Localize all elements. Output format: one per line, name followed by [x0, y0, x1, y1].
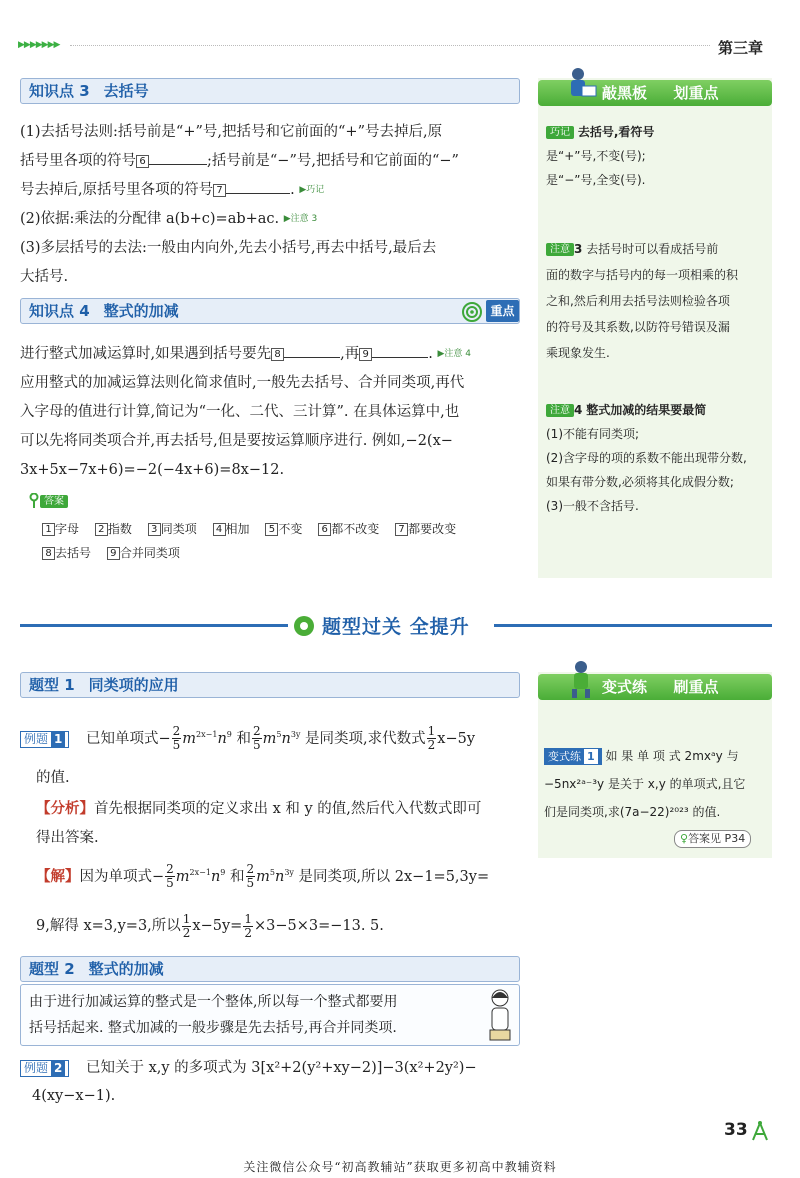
answers-row-1: [42, 520, 468, 537]
fraction-den: 2: [182, 925, 191, 940]
note-3-line-3: 之和,然后利用去括号法则检验各项: [546, 294, 730, 308]
fraction-den: 2: [427, 738, 436, 753]
variant-line-1: [544, 742, 766, 770]
blank-number-6: 6: [136, 155, 149, 168]
blank-number-8: 8: [271, 348, 284, 361]
note-3-line-5: 乘现象发生.: [546, 346, 610, 360]
answers-row-2: [42, 544, 192, 561]
header-divider: [70, 45, 710, 46]
link-note-4[interactable]: ▶注意 4: [437, 349, 471, 359]
solution-tag: 【解】: [36, 867, 80, 885]
note-4-number: 4: [574, 403, 583, 417]
link-qiaoji[interactable]: ▶巧记: [299, 185, 325, 195]
blank-7: [226, 193, 290, 194]
k3-line-6: 大括号.: [20, 269, 69, 285]
variant-text-1: 如 果 单 项 式 2mxᵃy 与: [605, 749, 739, 763]
answer-5: [265, 522, 302, 536]
k4-line-3: 入字母的值进行计算,简记为“一化、二代、三计算”. 在具体运算中,也: [20, 404, 460, 420]
solution-line-1: [36, 858, 526, 892]
note-3-line-4: 的符号及其系数,以防符号错误及漏: [546, 320, 730, 334]
k4-line-4: 可以先将同类项合并,再去括号,但是要按运算顺序进行. 例如,−2(x−: [20, 433, 453, 449]
type-2-tip: [20, 984, 520, 1046]
example-2: [20, 1054, 530, 1083]
var-n: n: [281, 730, 291, 747]
fraction: [427, 725, 437, 752]
example-tag-number: 1: [51, 732, 65, 747]
note-4-tag: 注意: [546, 404, 574, 417]
answer-num: 1: [42, 523, 55, 536]
exp: 2x−1: [196, 730, 218, 739]
fraction: [165, 863, 175, 890]
answer-num: 9: [107, 547, 120, 560]
analysis: [36, 794, 520, 853]
fraction-den: 5: [166, 876, 174, 891]
variant-tag-number: 1: [584, 749, 598, 764]
thinking-figure-icon: [482, 986, 518, 1044]
note-4-line-4: (3)一般不含括号.: [546, 499, 639, 513]
link-note-3[interactable]: ▶注意 3: [283, 214, 318, 224]
k3-line-3: [20, 176, 530, 205]
exp: 2x−1: [189, 868, 211, 877]
fraction-den: 5: [252, 738, 261, 753]
example-1-text-a: 已知单项式−: [85, 730, 171, 747]
example-tag-text: 例题: [24, 1061, 49, 1075]
analysis-tag: 【分析】: [36, 800, 94, 817]
answer-num: 6: [318, 523, 331, 536]
fraction-num: 1: [427, 724, 436, 739]
k3-line-5: (3)多层括号的去法:一般由内向外,先去小括号,再去中括号,最后去: [20, 240, 437, 256]
target-icon: [461, 301, 483, 323]
k3-line-2: [20, 147, 530, 176]
k3-line-3-period: .: [290, 182, 295, 198]
qiaoji-block: [546, 120, 768, 192]
exp: 3y: [290, 730, 301, 739]
key-icon: [28, 493, 40, 509]
answer-ref-text: 答案见 P34: [688, 832, 746, 845]
k4-line-1-mid: ,再: [340, 346, 360, 362]
chapter-title: 第三章: [718, 39, 764, 57]
answers-box: [28, 490, 518, 570]
section-k3-title: 知识点 3: [29, 82, 90, 100]
banner-line-right: [494, 624, 772, 627]
k4-line-2: 应用整式的加减运算法则化简求值时,一般先去括号、合并同类项,再代: [20, 375, 465, 391]
tip-line-1: 由于进行加减运算的整式是一个整体,所以每一个整式都要用: [29, 994, 398, 1010]
k3-line-4: [20, 205, 530, 234]
k4-line-5: 3x+5x−7x+6)=−2(−4x+6)=8x−12.: [20, 462, 285, 478]
section-t2-title: 题型 2: [29, 960, 75, 978]
note-4-head: [546, 398, 768, 422]
blank-8: [284, 357, 340, 358]
qiaoji-tag: 巧记: [546, 126, 574, 139]
k4-line-1-text: 进行整式加减运算时,如果遇到括号要先: [20, 346, 272, 362]
banner-line-left: [20, 624, 288, 627]
note-3-line-2: 面的数字与括号内的每一项相乘的积: [546, 268, 739, 282]
fraction-num: 1: [182, 911, 191, 926]
note-3-text: 去括号时可以看成括号前: [586, 242, 719, 256]
solution-text-a: 因为单项式−: [79, 868, 165, 885]
variant-line-3: 们是同类项,求(7a−22)²⁰²³ 的值.: [544, 805, 721, 819]
k3-line-4-text: (2)依据:乘法的分配律 a(b+c)=ab+ac.: [20, 211, 280, 227]
var-m: m: [182, 730, 197, 747]
note-3-number: 3: [574, 242, 583, 256]
fraction-num: 2: [246, 862, 255, 877]
fraction: [182, 913, 192, 940]
var-n: n: [217, 730, 227, 747]
fraction-num: 2: [166, 862, 174, 877]
exp: 5: [269, 868, 275, 877]
note-4-line-3: 如果有带分数,必须将其化成假分数;: [546, 475, 734, 489]
answer-1: [42, 522, 79, 536]
section-t2-subtitle: 整式的加减: [88, 960, 164, 978]
k4-line-1-period: .: [428, 346, 433, 362]
note-4-title: 整式加减的结果要最简: [586, 403, 707, 417]
fraction: [252, 725, 262, 752]
note-4-block: [546, 398, 768, 518]
answer-text: 指数: [107, 522, 132, 536]
solution-text-c: 9,解得 x=3,y=3,所以: [36, 918, 181, 934]
section-t1-title: 题型 1: [29, 676, 75, 694]
example-1-expr: x−5y: [437, 730, 476, 747]
analysis-text: 首先根据同类项的定义求出 x 和 y 的值,然后代入代数式即可: [94, 801, 482, 817]
banner-title: 题型过关 全提升: [322, 616, 470, 638]
side-panel-2-title2: 刷重点: [673, 678, 719, 696]
runner-icon: [564, 660, 598, 700]
fraction-num: 1: [244, 911, 252, 926]
section-t1-bar: [20, 672, 520, 698]
var-n: n: [274, 868, 285, 885]
variant-tag-text: 变式练: [548, 750, 581, 763]
solution-and: 和: [230, 868, 245, 885]
example-tag-number: 2: [51, 1061, 65, 1076]
example-1: [20, 720, 530, 754]
answer-text: 字母: [55, 522, 80, 536]
var-m: m: [262, 730, 277, 747]
fraction: [246, 863, 256, 890]
qiaoji-line-1: 是“+”号,不变(号);: [546, 149, 646, 163]
header-arrows: ▶▶▶▶▶▶▶: [18, 40, 60, 50]
answers-label: [28, 490, 68, 509]
exp: 3y: [284, 868, 294, 877]
example-1-tag: [20, 731, 69, 748]
note-3-line-1: [546, 236, 768, 262]
side-panel-2-title: 变式练: [602, 678, 648, 696]
fraction-den: 5: [172, 738, 181, 753]
teacher-icon: [562, 66, 598, 106]
answer-8: [42, 546, 91, 560]
section-k4-subtitle: 整式的加减: [103, 302, 179, 320]
fraction: [172, 725, 182, 752]
footer-text: 关注微信公众号“初高教辅站”获取更多初高中教辅资料: [243, 1160, 557, 1174]
compass-icon: [748, 1120, 772, 1144]
example-1-line-2: 的值.: [36, 770, 70, 786]
fraction: [243, 913, 253, 940]
exp: 5: [276, 730, 282, 739]
side-panel-1-title: 敲黑板: [602, 84, 648, 102]
k3-body: [20, 118, 530, 292]
fraction-num: 2: [252, 724, 261, 739]
k3-line-2-tail: ;括号前是“−”号,把括号和它前面的“−”: [207, 153, 459, 169]
variant-line-2: −5nx²ᵃ⁻³y 是关于 x,y 的单项式,且它: [544, 777, 746, 791]
exp: 9: [226, 730, 232, 739]
example-2-tag: [20, 1060, 69, 1077]
analysis-line-2: 得出答案.: [36, 830, 99, 846]
answer-text: 去括号: [55, 546, 92, 560]
note-3-tag: 注意: [546, 243, 574, 256]
section-k3-subtitle: 去括号: [103, 82, 149, 100]
qiaoji-head: [546, 120, 768, 144]
blank-number-7: 7: [213, 184, 226, 197]
solution-text-d: x−5y=: [192, 918, 243, 934]
k3-line-2-text: 括号里各项的符号: [20, 153, 136, 169]
blank-9: [372, 357, 428, 358]
side-panel-1-title2: 划重点: [673, 84, 719, 102]
answer-num: 7: [395, 523, 408, 536]
fraction-num: 2: [172, 724, 181, 739]
note-3-block: [546, 236, 768, 366]
answer-4: [213, 522, 250, 536]
note-4-line-1: (1)不能有同类项;: [546, 427, 640, 441]
answer-7: [395, 522, 456, 536]
answer-text: 都不改变: [331, 522, 380, 536]
key-icon-small: ♀: [680, 832, 689, 845]
section-k4-title: 知识点 4: [29, 302, 90, 320]
answer-text: 合并同类项: [119, 546, 180, 560]
answer-text: 同类项: [160, 522, 197, 536]
tip-line-2: 括号括起来. 整式加减的一般步骤是先去括号,再合并同类项.: [29, 1020, 397, 1036]
fraction-den: 5: [246, 876, 255, 891]
answer-2: [95, 522, 132, 536]
answer-num: 4: [213, 523, 226, 536]
qiaoji-title: 去括号,看符号: [577, 125, 655, 139]
answer-text: 不变: [278, 522, 303, 536]
solution-line-2: [36, 912, 526, 941]
answer-6: [318, 522, 379, 536]
k3-line-1: (1)去括号法则:括号前是“+”号,把括号和它前面的“+”号去掉后,原: [20, 124, 443, 140]
answer-3: [148, 522, 197, 536]
gear-icon: [292, 614, 316, 638]
var-n: n: [210, 868, 221, 885]
answer-9: [107, 546, 180, 560]
qiaoji-line-2: 是“−”号,全变(号).: [546, 173, 646, 187]
var-m: m: [256, 868, 270, 885]
k4-body: [20, 340, 530, 485]
answer-text: 相加: [225, 522, 250, 536]
key-point-badge: 重点: [486, 300, 519, 322]
answers-tag: 答案: [40, 495, 68, 508]
k4-line-1: [20, 340, 530, 369]
page-number: 33: [724, 1120, 748, 1140]
solution-text-b: 是同类项,所以 2x−1=5,3y=: [298, 868, 490, 885]
example-2-line-2: 4(xy−x−1).: [32, 1088, 116, 1104]
example-1-and: 和: [236, 730, 251, 747]
solution-text-e: ×3−5×3=−13. 5.: [253, 918, 384, 934]
exp: 9: [220, 868, 226, 877]
answer-num: 2: [95, 523, 108, 536]
answer-text: 都要改变: [408, 522, 457, 536]
note-4-line-2: (2)含字母的项的系数不能出现带分数,: [546, 451, 747, 465]
variant-tag: [544, 748, 602, 765]
answer-num: 5: [265, 523, 278, 536]
blank-6: [149, 164, 207, 165]
example-1-text-b: 是同类项,求代数式: [305, 730, 426, 747]
section-t1-subtitle: 同类项的应用: [88, 676, 179, 694]
section-k4-bar: [20, 298, 520, 324]
k3-line-3-text: 号去掉后,原括号里各项的符号: [20, 182, 214, 198]
section-k3-bar: [20, 78, 520, 104]
example-tag-text: 例题: [24, 731, 49, 746]
fraction-den: 2: [244, 925, 252, 940]
answer-num: 3: [148, 523, 161, 536]
answer-ref-link[interactable]: [674, 830, 751, 848]
variant-1: [544, 742, 766, 826]
section-t2-bar: [20, 956, 520, 982]
var-m: m: [175, 868, 190, 885]
analysis-line-1: [36, 794, 520, 824]
example-2-text: 已知关于 x,y 的多项式为 3[x²+2(y²+xy−2)]−3(x²+2y²)−: [85, 1060, 477, 1076]
answer-num: 8: [42, 547, 55, 560]
blank-number-9: 9: [359, 348, 372, 361]
